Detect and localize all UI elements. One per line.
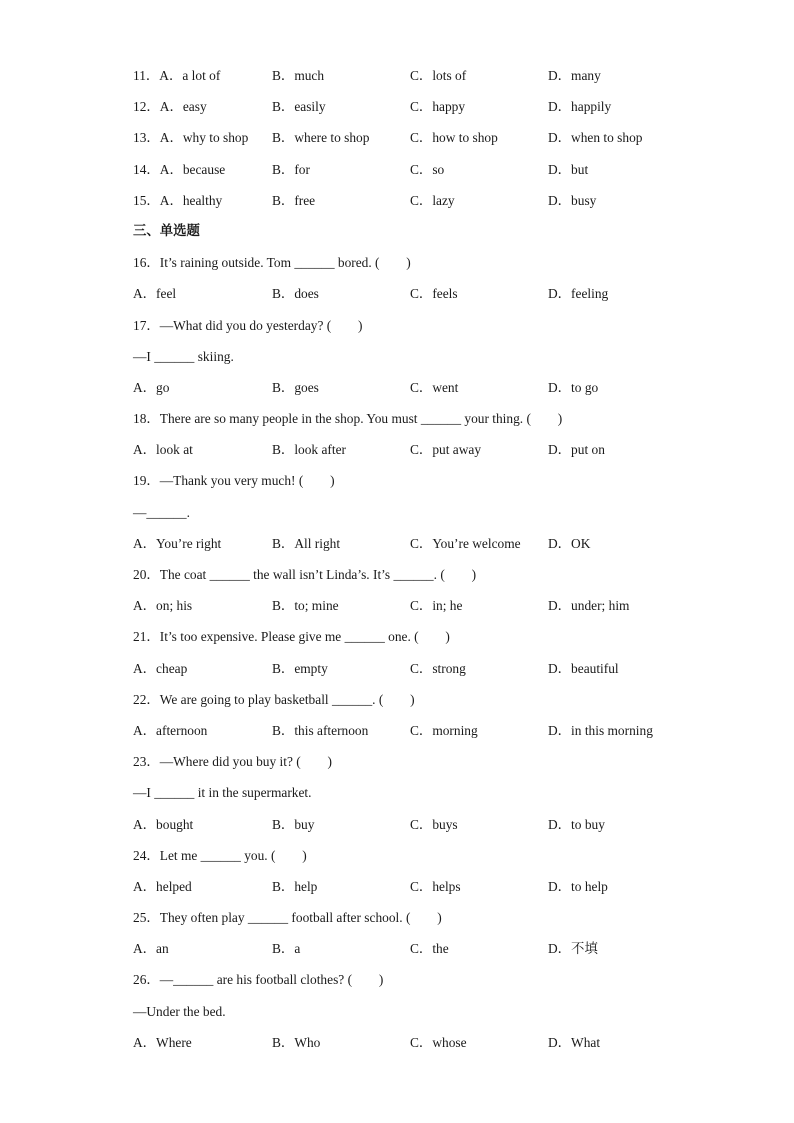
option-a[interactable]: A．cheap bbox=[133, 660, 188, 676]
cloze-row-14 bbox=[133, 161, 693, 192]
question-stem-26: 26．—______ are his football clothes? ( ) bbox=[133, 972, 384, 988]
option-c[interactable]: C．how to shop bbox=[410, 130, 498, 146]
option-d[interactable]: D．when to shop bbox=[548, 130, 643, 146]
options-row-17 bbox=[133, 379, 693, 410]
options-row-23 bbox=[133, 816, 693, 847]
option-c[interactable]: C．buys bbox=[410, 816, 458, 832]
option-d[interactable]: D．to buy bbox=[548, 816, 605, 832]
option-d[interactable]: D．in this morning bbox=[548, 722, 653, 738]
option-b[interactable]: B．buy bbox=[272, 816, 315, 832]
option-a[interactable]: A．helped bbox=[133, 878, 192, 894]
option-c[interactable]: C．went bbox=[410, 379, 459, 395]
option-c[interactable]: C．morning bbox=[410, 722, 478, 738]
options-row-25 bbox=[133, 940, 693, 971]
option-d[interactable]: D．feeling bbox=[548, 286, 609, 302]
options-row-26 bbox=[133, 1034, 693, 1065]
option-b[interactable]: B．much bbox=[272, 68, 325, 83]
option-b[interactable]: B．help bbox=[272, 878, 318, 894]
option-a[interactable]: 11．A．a lot of bbox=[133, 68, 221, 83]
question-stem-19: 19．—Thank you very much! ( ) bbox=[133, 473, 335, 489]
options-row-20 bbox=[133, 597, 693, 628]
option-b[interactable]: B．to; mine bbox=[272, 598, 339, 614]
option-d[interactable]: D．happily bbox=[548, 99, 612, 115]
option-c[interactable]: C．so bbox=[410, 161, 445, 177]
option-c[interactable]: C．whose bbox=[410, 1034, 467, 1050]
option-c[interactable]: C．happy bbox=[410, 99, 466, 115]
question-list bbox=[133, 67, 693, 1065]
question-stem-25: 25．They often play ______ football after school. ( ) bbox=[133, 910, 442, 926]
option-d[interactable]: D．many bbox=[548, 68, 601, 83]
option-a[interactable]: A．Where bbox=[133, 1034, 192, 1050]
question-stem-22: 22．We are going to play basketball ______. ( ) bbox=[133, 691, 415, 707]
options-row-18 bbox=[133, 441, 693, 472]
question-reply-26: —Under the bed. bbox=[133, 1003, 226, 1019]
option-d[interactable]: D．beautiful bbox=[548, 660, 619, 676]
question-stem-20: 20．The coat ______ the wall isn’t Linda’s. It’s ______. ( ) bbox=[133, 567, 477, 582]
option-b[interactable]: B．goes bbox=[272, 379, 319, 395]
option-a[interactable]: 14．A．because bbox=[133, 161, 226, 177]
option-d[interactable]: D．不填 bbox=[548, 941, 598, 957]
question-stem-21: 21．It’s too expensive. Please give me ______ one. ( ) bbox=[133, 629, 450, 645]
option-a[interactable]: A．an bbox=[133, 941, 169, 957]
option-c[interactable]: C．in; he bbox=[410, 598, 463, 614]
options-row-19 bbox=[133, 535, 693, 566]
question-reply-17: —I ______ skiing. bbox=[133, 348, 234, 364]
option-d[interactable]: D．OK bbox=[548, 535, 591, 551]
question-reply-23: —I ______ it in the supermarket. bbox=[133, 785, 312, 801]
option-a[interactable]: 15．A．healthy bbox=[133, 192, 223, 208]
option-b[interactable]: B．does bbox=[272, 286, 319, 302]
question-reply-19: —______. bbox=[133, 504, 190, 520]
option-b[interactable]: B．where to shop bbox=[272, 130, 370, 146]
option-a[interactable]: A．bought bbox=[133, 816, 194, 832]
option-c[interactable]: C．lazy bbox=[410, 192, 455, 208]
option-b[interactable]: B．easily bbox=[272, 99, 326, 115]
option-d[interactable]: D．What bbox=[548, 1034, 601, 1050]
option-b[interactable]: B．look after bbox=[272, 442, 347, 458]
option-d[interactable]: D．under; him bbox=[548, 598, 630, 614]
options-row-24 bbox=[133, 878, 693, 909]
question-stem-18: 18．There are so many people in the shop. You must ______ your thing. ( ) bbox=[133, 411, 563, 427]
option-a[interactable]: A．on; his bbox=[133, 598, 193, 614]
option-a[interactable]: A．go bbox=[133, 379, 170, 395]
option-c[interactable]: C．put away bbox=[410, 442, 482, 458]
option-c[interactable]: C．strong bbox=[410, 660, 466, 676]
option-c[interactable]: C．helps bbox=[410, 878, 461, 894]
option-a[interactable]: 12．A．easy bbox=[133, 99, 207, 115]
cloze-row-15 bbox=[133, 192, 693, 223]
option-a[interactable]: A．You’re right bbox=[133, 535, 222, 551]
option-d[interactable]: D．to help bbox=[548, 878, 608, 894]
option-a[interactable]: A．feel bbox=[133, 286, 177, 302]
option-b[interactable]: B．Who bbox=[272, 1034, 321, 1050]
option-b[interactable]: B．for bbox=[272, 161, 310, 177]
option-d[interactable]: D．but bbox=[548, 161, 589, 177]
option-a[interactable]: A．afternoon bbox=[133, 722, 208, 738]
option-d[interactable]: D．to go bbox=[548, 379, 599, 395]
options-row-16 bbox=[133, 285, 693, 316]
option-d[interactable]: D．put on bbox=[548, 442, 605, 458]
cloze-row-11 bbox=[133, 67, 693, 98]
option-a[interactable]: 13．A．why to shop bbox=[133, 130, 249, 146]
option-b[interactable]: B．empty bbox=[272, 660, 328, 676]
cloze-row-13 bbox=[133, 129, 693, 160]
cloze-row-12 bbox=[133, 98, 693, 129]
option-b[interactable]: B．a bbox=[272, 941, 301, 957]
option-a[interactable]: A．look at bbox=[133, 442, 193, 458]
options-row-22 bbox=[133, 722, 693, 753]
option-b[interactable]: B．free bbox=[272, 192, 316, 208]
option-b[interactable]: B．this afternoon bbox=[272, 722, 369, 738]
option-d[interactable]: D．busy bbox=[548, 192, 597, 208]
question-stem-17: 17．—What did you do yesterday? ( ) bbox=[133, 317, 363, 333]
question-stem-16: 16．It’s raining outside. Tom ______ bored. ( ) bbox=[133, 255, 411, 271]
option-c[interactable]: C．You’re welcome bbox=[410, 535, 521, 551]
section-title: 三、单选题 bbox=[133, 223, 200, 239]
option-c[interactable]: C．the bbox=[410, 941, 449, 957]
option-c[interactable]: C．feels bbox=[410, 286, 458, 302]
option-c[interactable]: C．lots of bbox=[410, 68, 467, 83]
options-row-21 bbox=[133, 660, 693, 691]
question-stem-24: 24．Let me ______ you. ( ) bbox=[133, 847, 307, 863]
question-stem-23: 23．—Where did you buy it? ( ) bbox=[133, 754, 332, 770]
option-b[interactable]: B．All right bbox=[272, 535, 341, 551]
